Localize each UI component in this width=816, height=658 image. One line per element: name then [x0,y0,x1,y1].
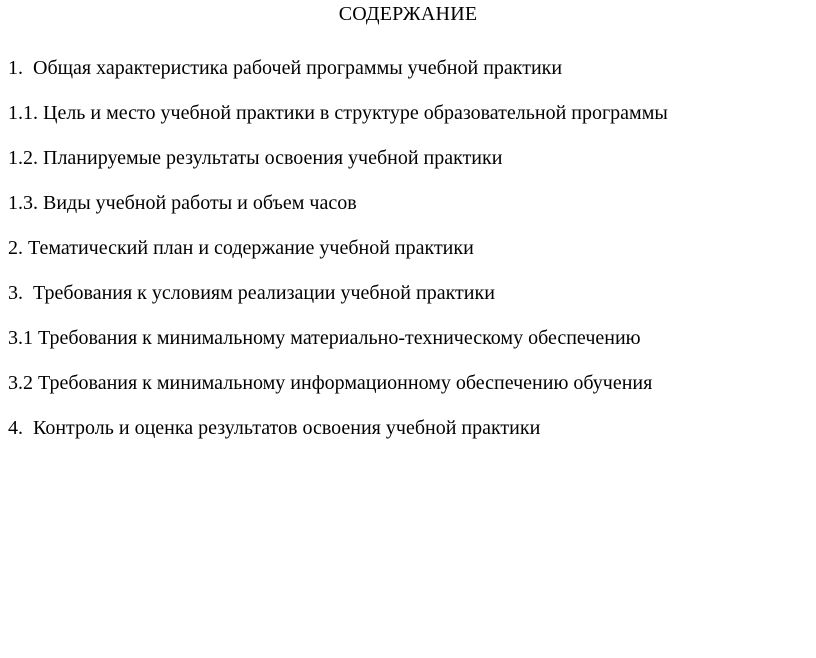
toc-item-1-2: 1.2. Планируемые результаты освоения учебной практики [8,147,503,169]
page-title: СОДЕРЖАНИЕ [338,3,478,25]
toc-item-1-1: 1.1. Цель и место учебной практики в структуре образовательной программы [8,102,668,124]
toc-item-3: 3. Требования к условиям реализации учебной практики [8,282,495,304]
toc-item-1-3: 1.3. Виды учебной работы и объем часов [8,192,357,214]
table-of-contents [8,56,668,461]
toc-item-3-2: 3.2 Требования к минимальному информационному обеспечению обучения [8,372,653,394]
toc-item-2: 2. Тематический план и содержание учебной практики [8,237,474,259]
toc-item-4: 4. Контроль и оценка результатов освоения учебной практики [8,417,541,439]
toc-item-1: 1. Общая характеристика рабочей программы учебной практики [8,57,563,79]
toc-item-3-1: 3.1 Требования к минимальному материально-техническому обеспечению [8,327,641,349]
